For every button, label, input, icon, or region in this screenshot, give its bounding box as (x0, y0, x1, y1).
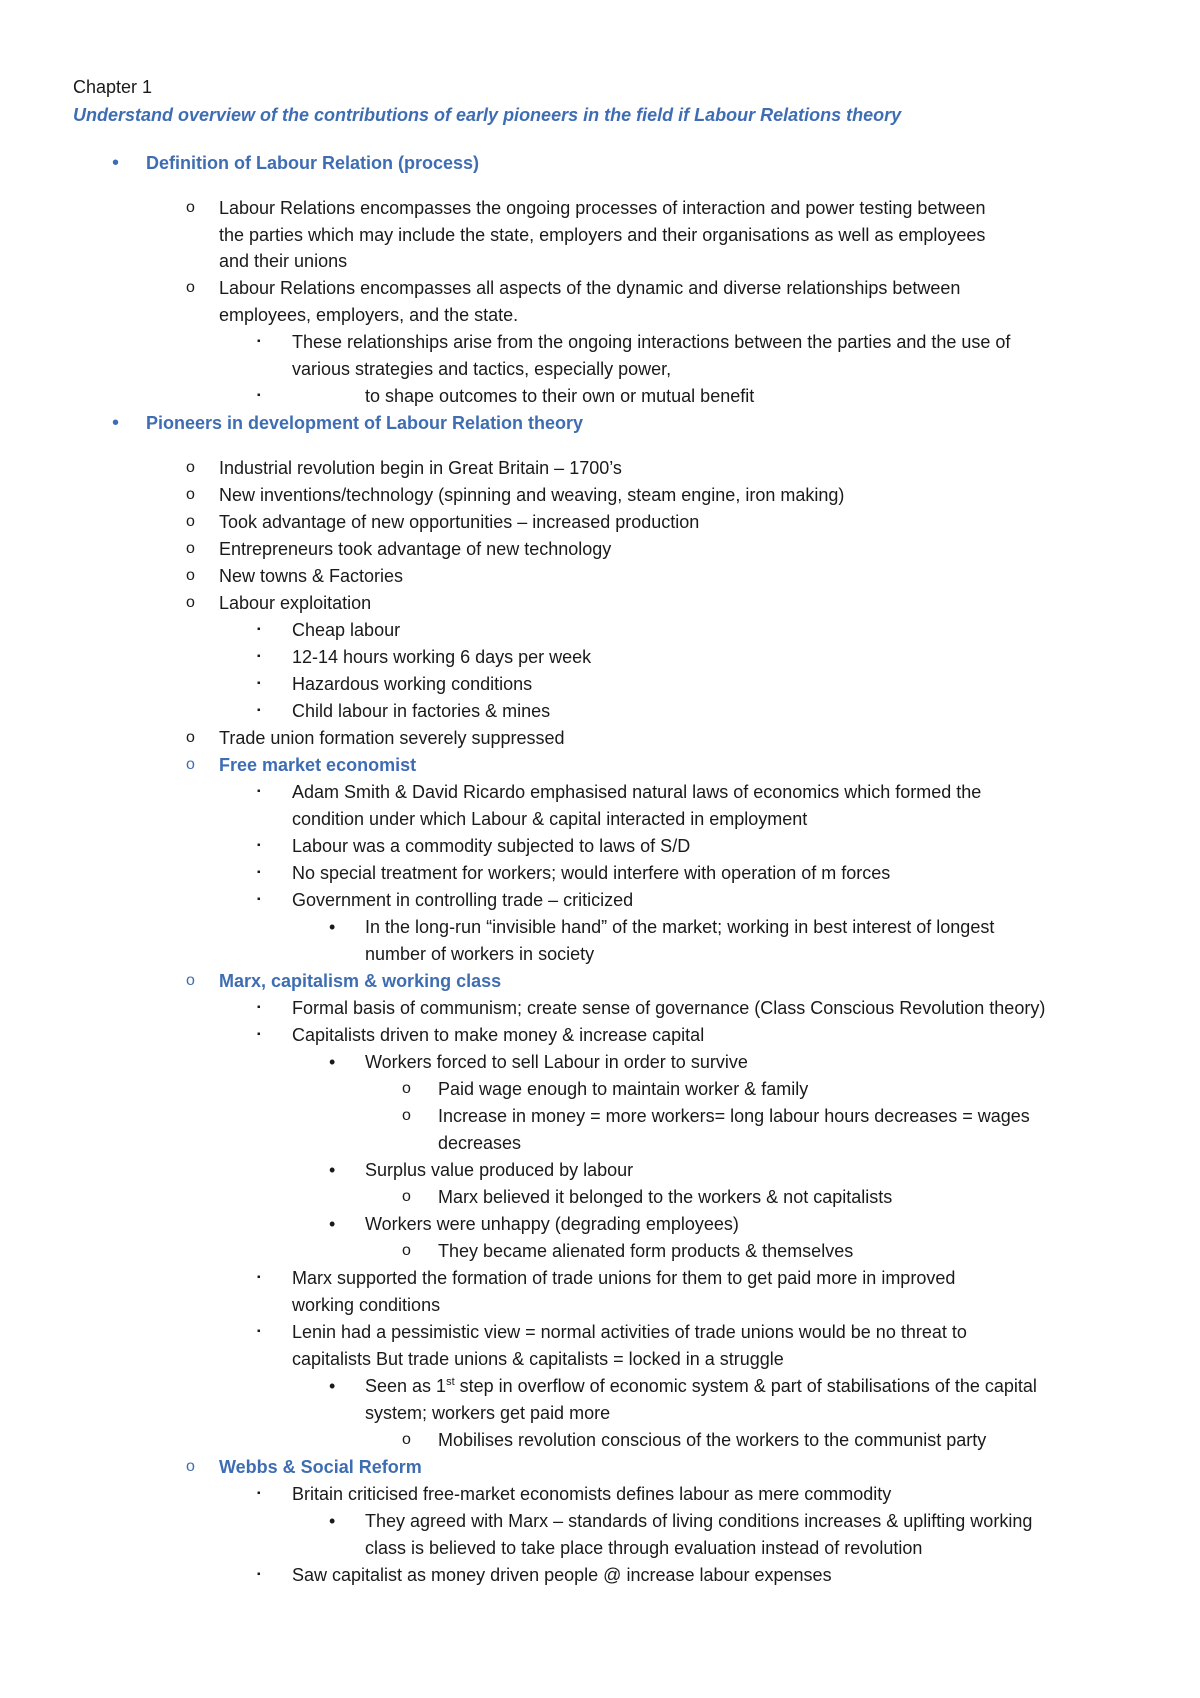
square-bullet-icon: ▪ (257, 1272, 261, 1283)
round-bullet-icon: • (329, 1376, 336, 1396)
outline-item (292, 995, 1045, 1021)
outline-item-text: the parties which may include the state, employers and their organisations as well as employees (219, 225, 986, 245)
outline-item (292, 860, 890, 886)
hollow-bullet-icon: o (186, 199, 195, 216)
outline-item-text: Labour Relations encompasses all aspects of the dynamic and diverse relationships between (219, 278, 961, 298)
outline-item-text: Mobilises revolution conscious of the workers to the communist party (438, 1430, 987, 1450)
round-bullet-icon: • (329, 1160, 336, 1180)
outline-item (292, 833, 690, 859)
outline-item (219, 725, 565, 751)
outline-item-text: Entrepreneurs took advantage of new technology (219, 539, 612, 559)
hollow-bullet-icon: o (186, 1458, 195, 1475)
outline-item-text: Capitalists driven to make money & increase capital (292, 1025, 705, 1045)
outline-subheading (219, 752, 416, 778)
round-bullet-icon: • (329, 1052, 336, 1072)
outline-item-text: These relationships arise from the ongoing interactions between the parties and the use of (292, 332, 1011, 352)
outline-item (292, 1265, 955, 1291)
square-bullet-icon: ▪ (257, 1029, 261, 1040)
round-bullet-icon: • (329, 917, 336, 937)
outline-item (438, 1184, 892, 1210)
outline-item-text: Definition of Labour Relation (process) (146, 153, 480, 173)
outline-item-text: New towns & Factories (219, 566, 404, 586)
outline-item-text: Cheap labour (292, 620, 401, 640)
outline-item (219, 563, 403, 589)
outline-item (292, 356, 671, 382)
square-bullet-icon: ▪ (257, 786, 261, 797)
outline-item (292, 329, 1010, 355)
square-bullet-icon: ▪ (257, 840, 261, 851)
outline-item (292, 1022, 704, 1048)
square-bullet-icon: ▪ (257, 651, 261, 662)
outline-item-text: Britain criticised free-market economists defines labour as mere commodity (292, 1484, 892, 1504)
outline-subheading (146, 150, 479, 176)
outline-item-text: In the long-run “invisible hand” of the market; working in best interest of longest (365, 917, 995, 937)
outline-item-text: various strategies and tactics, especially power, (292, 359, 672, 379)
hollow-bullet-icon: o (402, 1080, 411, 1097)
outline-item (292, 1319, 967, 1345)
outline-item-text: Hazardous working conditions (292, 674, 533, 694)
square-bullet-icon: ▪ (257, 336, 261, 347)
hollow-bullet-icon: o (402, 1188, 411, 1205)
outline-item-text: Pioneers in development of Labour Relation theory (146, 413, 584, 433)
square-bullet-icon: ▪ (257, 678, 261, 689)
outline-item-text: Child labour in factories & mines (292, 701, 551, 721)
outline-item (365, 941, 594, 967)
round-bullet-icon: • (329, 1214, 336, 1234)
hollow-bullet-icon: o (402, 1107, 411, 1124)
outline-item-text: number of workers in society (365, 944, 595, 964)
outline-item-text: Marx believed it belonged to the workers & not capitalists (438, 1187, 893, 1207)
square-bullet-icon: ▪ (257, 1488, 261, 1499)
outline-item-text: condition under which Labour & capital interacted in employment (292, 809, 808, 829)
outline-subheading (146, 410, 583, 436)
outline-item (292, 698, 550, 724)
round-bullet-icon: • (112, 152, 120, 174)
outline-item-text: employees, employers, and the state. (219, 305, 519, 325)
hollow-bullet-icon: o (186, 972, 195, 989)
outline-item (438, 1103, 1030, 1129)
outline-item (438, 1238, 853, 1264)
outline-item-text: Labour was a commodity subjected to laws of S/D (292, 836, 691, 856)
outline-item (292, 887, 633, 913)
outline-item-text: They agreed with Marx – standards of living conditions increases & uplifting working (365, 1511, 1033, 1531)
outline-item (292, 1481, 891, 1507)
square-bullet-icon: ▪ (257, 390, 261, 401)
hollow-bullet-icon: o (186, 459, 195, 476)
outline-item-text: decreases (438, 1133, 522, 1153)
hollow-bullet-icon: o (186, 729, 195, 746)
outline-item-text: Lenin had a pessimistic view = normal activities of trade unions would be no threat to (292, 1322, 967, 1342)
outline-item-text: New inventions/technology (spinning and weaving, steam engine, iron making) (219, 485, 845, 505)
outline-item-text: Free market economist (219, 755, 417, 775)
outline-item-text: Government in controlling trade – criticized (292, 890, 634, 910)
outline-item (219, 455, 622, 481)
round-bullet-icon: • (112, 412, 120, 434)
outline-item (365, 914, 994, 940)
outline-item-text: Trade union formation severely suppressed (219, 728, 565, 748)
outline-item-text: class is believed to take place through evaluation instead of revolution (365, 1538, 923, 1558)
outline-item-text: system; workers get paid more (365, 1403, 611, 1423)
hollow-bullet-icon: o (186, 486, 195, 503)
outline-item-text: 12-14 hours working 6 days per week (292, 647, 592, 667)
outline-item (365, 1535, 922, 1561)
outline-item-text: Workers were unhappy (degrading employees) (365, 1214, 739, 1234)
outline-item (365, 1157, 633, 1183)
outline-item (219, 195, 986, 221)
square-bullet-icon: ▪ (257, 1326, 261, 1337)
outline-item-text: Formal basis of communism; create sense of governance (Class Conscious Revolution theory) (292, 998, 1046, 1018)
outline-item (292, 671, 532, 697)
outline-item (219, 248, 347, 274)
outline-item-text: Webbs & Social Reform (219, 1457, 422, 1477)
outline-item-text: Labour exploitation (219, 593, 372, 613)
outline-item-text: Adam Smith & David Ricardo emphasised natural laws of economics which formed the (292, 782, 982, 802)
square-bullet-icon: ▪ (257, 1002, 261, 1013)
outline-item-text: Increase in money = more workers= long labour hours decreases = wages (438, 1106, 1030, 1126)
chapter-title: Chapter 1 (73, 77, 153, 97)
outline-item (365, 1400, 610, 1426)
hollow-bullet-icon: o (402, 1431, 411, 1448)
outline-subheading (219, 1454, 422, 1480)
hollow-bullet-icon: o (186, 279, 195, 296)
outline-item-text: Marx supported the formation of trade unions for them to get paid more in improved (292, 1268, 956, 1288)
outline-item (219, 482, 844, 508)
outline-item-text: Workers forced to sell Labour in order to survive (365, 1052, 748, 1072)
outline-item (365, 1508, 1032, 1534)
outline-item (365, 1049, 748, 1075)
outline-item (365, 383, 754, 409)
ordinal-superscript: st (446, 1376, 455, 1388)
hollow-bullet-icon: o (402, 1242, 411, 1259)
hollow-bullet-icon: o (186, 594, 195, 611)
outline-item (219, 222, 985, 248)
outline-item-text: They became alienated form products & themselves (438, 1241, 854, 1261)
hollow-bullet-icon: o (186, 756, 195, 773)
square-bullet-icon: ▪ (257, 1569, 261, 1580)
outline-item-text: Seen as 1 (365, 1376, 447, 1396)
outline-item (292, 617, 400, 643)
outline-item-text: Industrial revolution begin in Great Britain – 1700’s (219, 458, 622, 478)
outline-item (292, 806, 807, 832)
hollow-bullet-icon: o (186, 513, 195, 530)
outline-item (219, 275, 960, 301)
outline-item (292, 1292, 440, 1318)
square-bullet-icon: ▪ (257, 705, 261, 716)
outline-item (438, 1076, 808, 1102)
outline-item-text: Labour Relations encompasses the ongoing processes of interaction and power testing between (219, 198, 986, 218)
outline-item-text: and their unions (219, 251, 348, 271)
outline-item-text: No special treatment for workers; would interfere with operation of m forces (292, 863, 891, 883)
square-bullet-icon: ▪ (257, 624, 261, 635)
outline-item (365, 1211, 739, 1237)
outline-item-text: working conditions (292, 1295, 441, 1315)
outline-item (219, 302, 518, 328)
outline-item-text: to shape outcomes to their own or mutual benefit (365, 386, 755, 406)
hollow-bullet-icon: o (186, 540, 195, 557)
round-bullet-icon: • (329, 1511, 336, 1531)
outline-item (219, 536, 611, 562)
outline-item (365, 1373, 1037, 1399)
outline-item-text: Saw capitalist as money driven people @ increase labour expenses (292, 1565, 832, 1585)
outline-item (292, 1562, 832, 1588)
outline-item (292, 779, 981, 805)
outline-item-text: Marx, capitalism & working class (219, 971, 502, 991)
outline-item-text: Surplus value produced by labour (365, 1160, 634, 1180)
square-bullet-icon: ▪ (257, 867, 261, 878)
outline-item (219, 509, 699, 535)
outline-item (438, 1427, 986, 1453)
outline-item (219, 590, 371, 616)
hollow-bullet-icon: o (186, 567, 195, 584)
outline-item-text-continued: step in overflow of economic system & part of stabilisations of the capital (454, 1376, 1037, 1396)
outline-item (438, 1130, 521, 1156)
square-bullet-icon: ▪ (257, 894, 261, 905)
outline-item-text: Paid wage enough to maintain worker & family (438, 1079, 809, 1099)
outline-item (292, 644, 591, 670)
section-heading: Understand overview of the contributions of early pioneers in the field if Labour Relations theory (73, 105, 902, 125)
outline-item-text: Took advantage of new opportunities – increased production (219, 512, 700, 532)
outline-item-text: capitalists But trade unions & capitalists = locked in a struggle (292, 1349, 784, 1369)
outline-item (292, 1346, 784, 1372)
outline-subheading (219, 968, 501, 994)
